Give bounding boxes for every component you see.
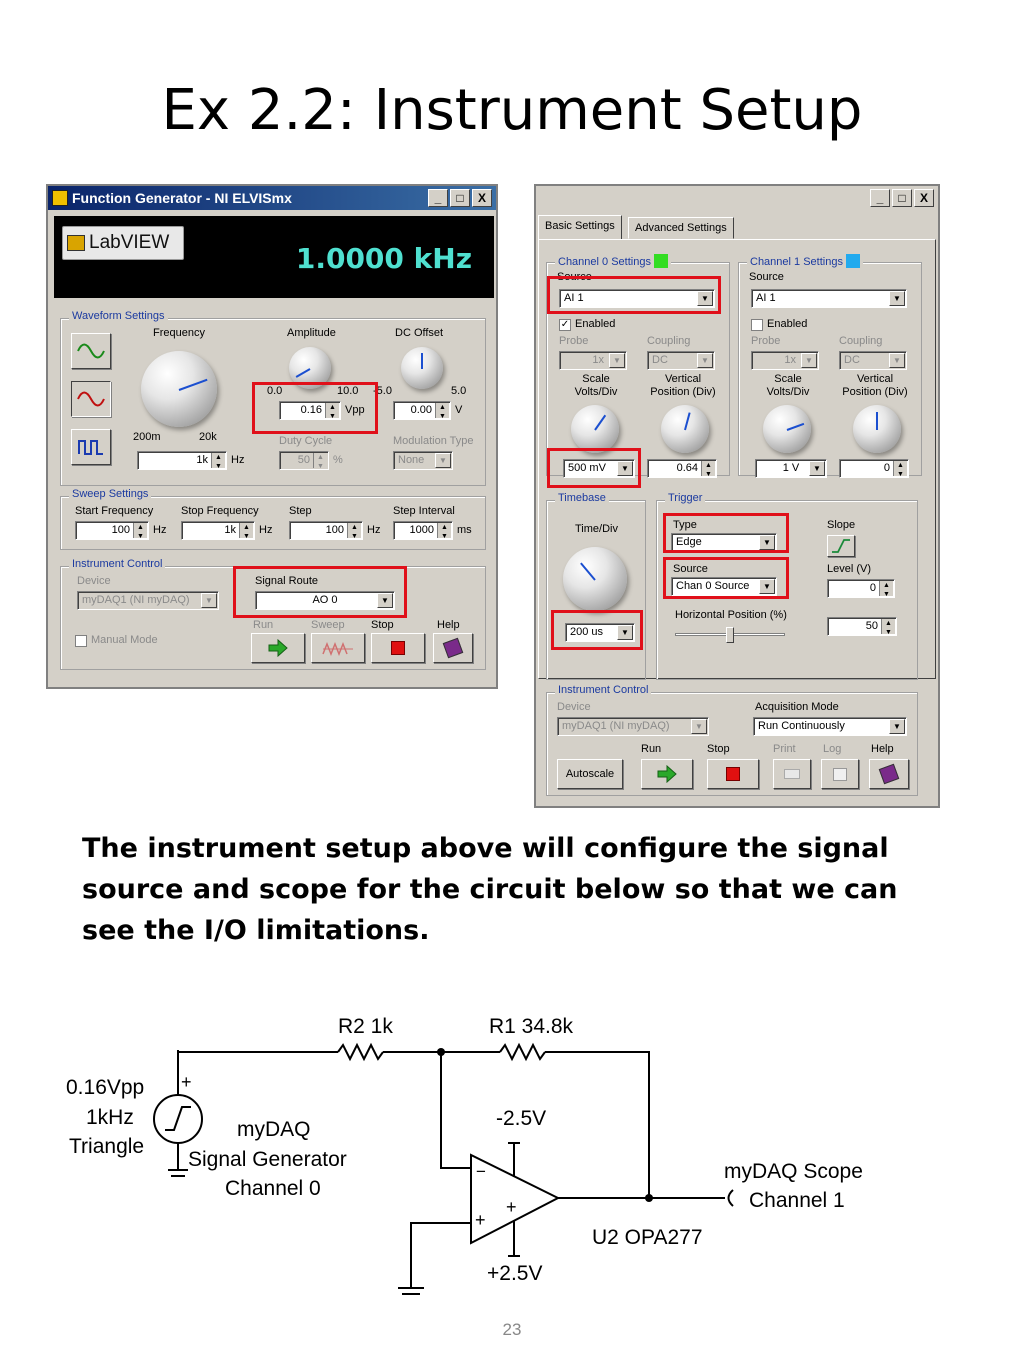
- ch1-scale-value: 1 V: [782, 462, 800, 474]
- scope-label-line2: Channel 1: [749, 1189, 845, 1212]
- manual-mode-checkbox[interactable]: [75, 635, 87, 647]
- frequency-input[interactable]: [137, 451, 227, 470]
- acquisition-mode-dropdown-icon[interactable]: ▼: [889, 719, 905, 734]
- fgen-instrument-control-label: Instrument Control: [69, 558, 165, 570]
- frequency-knob-needle: [179, 379, 208, 391]
- scope-instrument-control-label: Instrument Control: [555, 684, 651, 696]
- manual-mode-label: Manual Mode: [91, 634, 158, 646]
- scope-stop-square-icon: [726, 767, 740, 781]
- trigger-type-value: Edge: [676, 536, 702, 548]
- sweep-settings-group: [60, 488, 486, 550]
- positive-supply-label: +2.5V: [487, 1262, 543, 1285]
- fgen-device-label: Device: [77, 575, 111, 587]
- ch0-probe-value: 1x: [592, 354, 604, 366]
- scope-run-button[interactable]: [641, 759, 693, 789]
- channel-1-color-indicator: [846, 254, 860, 268]
- time-div-label: Time/Div: [575, 523, 618, 535]
- step-spinner[interactable]: [347, 523, 361, 538]
- ch1-scale-label: Scale Volts/Div: [766, 373, 810, 398]
- tab-advanced-settings[interactable]: Advanced Settings: [628, 217, 734, 239]
- print-button[interactable]: [773, 759, 811, 789]
- amplitude-label: Amplitude: [287, 327, 336, 339]
- amplitude-min-label: 0.0: [267, 385, 283, 397]
- acquisition-mode-label: Acquisition Mode: [755, 701, 839, 713]
- sweep-label: Sweep: [311, 619, 345, 631]
- slider-thumb[interactable]: [726, 627, 734, 643]
- dc-offset-input[interactable]: [393, 401, 451, 420]
- stop-frequency-unit: Hz: [259, 524, 273, 536]
- channel-1-settings-group: [738, 256, 922, 476]
- amplitude-highlight: [252, 382, 378, 434]
- ch0-coupling-value: DC: [652, 354, 668, 366]
- log-icon: [833, 768, 847, 781]
- step-unit: Hz: [367, 524, 381, 536]
- trigger-source-label: Source: [673, 563, 708, 575]
- r1-label: R1 34.8k: [489, 1015, 574, 1038]
- dc-offset-max-label: 5.0: [451, 385, 467, 397]
- run-label: Run: [253, 619, 274, 631]
- opamp-part-label: U2 OPA277: [592, 1226, 703, 1249]
- channel-0-settings-label: [555, 254, 671, 268]
- help-button[interactable]: [433, 633, 473, 663]
- negative-supply-label: -2.5V: [496, 1107, 547, 1130]
- horizontal-position-label: Horizontal Position (%): [675, 609, 787, 621]
- fgen-device-value: myDAQ1 (NI myDAQ): [82, 594, 190, 606]
- sine-wave-icon: [76, 340, 106, 362]
- ch1-source-value: AI 1: [756, 292, 776, 304]
- generator-line1: myDAQ: [237, 1118, 311, 1141]
- ch1-probe-select[interactable]: [751, 351, 819, 370]
- time-div-value: 200 us: [570, 626, 604, 638]
- source-spec-line1: 0.16Vpp: [66, 1076, 145, 1099]
- ch1-vpos-input[interactable]: [839, 459, 909, 478]
- acquisition-mode-select[interactable]: [753, 717, 907, 736]
- ch1-vpos-spinner[interactable]: [893, 461, 907, 476]
- step-input[interactable]: [289, 521, 363, 540]
- trigger-level-value: 0: [869, 582, 876, 594]
- ch0-scale-dropdown-icon[interactable]: ▼: [617, 461, 633, 476]
- ch1-scale-knob[interactable]: [763, 405, 811, 453]
- amplitude-value: 0.16: [300, 404, 322, 416]
- ch0-enabled-label: Enabled: [575, 318, 616, 330]
- run-arrow-icon: [267, 639, 289, 657]
- triangle-wave-button[interactable]: [71, 381, 111, 417]
- ch0-coupling-select[interactable]: [647, 351, 715, 370]
- ch1-coupling-label: Coupling: [839, 335, 883, 347]
- scope-device-value: myDAQ1 (NI myDAQ): [562, 720, 670, 732]
- log-button[interactable]: [821, 759, 859, 789]
- sine-wave-button[interactable]: [71, 333, 111, 369]
- scope-maximize-button[interactable]: □: [892, 189, 912, 207]
- frequency-knob[interactable]: [141, 351, 217, 427]
- frequency-unit: Hz: [231, 454, 245, 466]
- signal-route-label: Signal Route: [255, 575, 318, 587]
- horizontal-position-value: 50: [865, 620, 878, 632]
- ch1-enabled-checkbox[interactable]: [751, 319, 763, 331]
- tab-basic-settings[interactable]: Basic Settings: [538, 215, 622, 240]
- step-interval-value: 1000: [409, 524, 434, 536]
- step-interval-spinner[interactable]: [437, 523, 451, 538]
- time-div-dropdown-icon[interactable]: ▼: [617, 625, 633, 640]
- ch0-source-value: AI 1: [564, 292, 584, 304]
- ch0-scale-value: 500 mV: [568, 462, 606, 474]
- ch0-scale-label: Scale Volts/Div: [574, 373, 618, 398]
- scope-stop-button[interactable]: [707, 759, 759, 789]
- timebase-label: Timebase: [555, 492, 609, 504]
- ch0-probe-dropdown-icon[interactable]: ▼: [609, 353, 625, 368]
- start-frequency-label: Start Frequency: [75, 505, 154, 517]
- labview-logo: [62, 226, 184, 260]
- signal-route-value: AO 0: [312, 594, 338, 606]
- duty-cycle-label: Duty Cycle: [279, 435, 333, 447]
- ch1-source-select[interactable]: [751, 289, 907, 308]
- amplitude-unit: Vpp: [345, 404, 365, 416]
- ch1-probe-dropdown-icon[interactable]: ▼: [801, 353, 817, 368]
- ch1-vpos-knob-needle: [876, 412, 878, 430]
- log-label: Log: [823, 743, 842, 755]
- ch0-vpos-knob-needle: [684, 412, 691, 430]
- printer-icon: [784, 769, 800, 779]
- dc-offset-label: DC Offset: [395, 327, 444, 339]
- autoscale-button[interactable]: [557, 759, 623, 789]
- scope-titlebar[interactable]: [536, 186, 938, 210]
- wire-node-inverting: [441, 1052, 471, 1168]
- ch0-source-highlight: [547, 276, 721, 314]
- dc-offset-knob[interactable]: [401, 347, 443, 389]
- ch0-scale-highlight: [547, 448, 641, 488]
- scope-label-line1: myDAQ Scope: [724, 1160, 863, 1183]
- slide-caption: The instrument setup above will configure the signal source and scope for the circuit below so that we can see the I/O limitations.: [82, 833, 898, 946]
- ch0-vpos-value: 0.64: [676, 462, 698, 474]
- scope-device-dropdown-icon[interactable]: ▼: [691, 719, 707, 734]
- r2-label: R2 1k: [338, 1015, 393, 1038]
- stop-label: Stop: [371, 619, 394, 631]
- opamp-inverting-sign: −: [476, 1162, 486, 1181]
- ch0-enabled-checkbox[interactable]: ✓: [560, 319, 570, 330]
- waveform-settings-label: Waveform Settings: [69, 310, 168, 322]
- signal-route-dropdown-icon[interactable]: ▼: [377, 593, 393, 608]
- ch1-probe-label: Probe: [751, 335, 781, 347]
- start-frequency-input[interactable]: [75, 521, 149, 540]
- resistor-r1: [500, 1045, 545, 1059]
- junction-node-r2: [437, 1048, 445, 1056]
- dc-offset-spinner[interactable]: [435, 403, 449, 418]
- scope-run-label: Run: [641, 743, 662, 755]
- frequency-min-label: 200m: [133, 431, 161, 443]
- dc-offset-value: 0.00: [410, 404, 432, 416]
- stop-button[interactable]: [371, 633, 425, 663]
- timebase-group: [546, 492, 646, 680]
- acquisition-mode-value: Run Continuously: [758, 720, 845, 732]
- ch0-coupling-dropdown-icon[interactable]: ▼: [697, 353, 713, 368]
- ch1-vpos-knob[interactable]: [853, 405, 901, 453]
- horizontal-position-spinner[interactable]: [881, 619, 895, 634]
- step-label: Step: [289, 505, 312, 517]
- labview-logo-text: LabVIEW: [89, 232, 170, 253]
- step-interval-input[interactable]: [393, 521, 453, 540]
- step-interval-label: Step Interval: [393, 505, 455, 517]
- ch1-source-label: Source: [749, 271, 784, 283]
- trigger-source-dropdown-icon[interactable]: ▼: [759, 579, 775, 594]
- trigger-type-highlight: [663, 513, 789, 553]
- ch1-source-dropdown-icon[interactable]: ▼: [889, 291, 905, 306]
- scope-connector: [729, 1190, 734, 1206]
- step-interval-unit: ms: [457, 524, 472, 536]
- amplitude-max-label: 10.0: [337, 385, 359, 397]
- trigger-slope-button[interactable]: [827, 535, 855, 557]
- modulation-type-value: None: [398, 454, 425, 466]
- frequency-label: Frequency: [153, 327, 205, 339]
- trigger-label: Trigger: [665, 492, 705, 504]
- trigger-level-spinner[interactable]: [879, 581, 893, 596]
- scope-instrument-control-group: [546, 684, 918, 796]
- step-value: 100: [325, 524, 344, 536]
- wire-r1-right: [545, 1052, 649, 1198]
- signal-route-highlight: [233, 566, 407, 618]
- dc-offset-unit: V: [455, 404, 463, 416]
- channel-1-settings-text: Channel 1 Settings: [750, 256, 843, 268]
- scope-device-label: Device: [557, 701, 591, 713]
- channel-1-settings-label: [747, 254, 863, 268]
- fgen-device-select[interactable]: [77, 591, 219, 610]
- time-div-knob[interactable]: [563, 547, 627, 611]
- ch1-scale-knob-needle: [787, 423, 805, 431]
- trigger-type-dropdown-icon[interactable]: ▼: [759, 535, 775, 550]
- trigger-level-input[interactable]: [827, 579, 895, 598]
- modulation-dropdown-icon[interactable]: ▼: [435, 453, 451, 468]
- scope-help-button[interactable]: [869, 759, 909, 789]
- ground-source: [168, 1170, 188, 1176]
- fgen-titlebar[interactable]: [48, 186, 496, 210]
- opamp-noninverting-sign: +: [475, 1210, 486, 1230]
- dc-offset-min-label: -5.0: [373, 385, 392, 397]
- time-div-highlight: [551, 610, 643, 650]
- channel-0-color-indicator: [654, 254, 668, 268]
- duty-cycle-spinner[interactable]: [313, 453, 327, 468]
- start-frequency-unit: Hz: [153, 524, 167, 536]
- help-book-icon: [443, 638, 464, 659]
- ch1-vpos-value: 0: [883, 462, 890, 474]
- start-frequency-value: 100: [111, 524, 130, 536]
- ch1-vpos-label: Vertical Position (Div): [842, 373, 908, 398]
- duty-cycle-value: 50: [297, 454, 310, 466]
- fgen-window-title: Function Generator - NI ELVISmx: [72, 190, 292, 206]
- ch0-vpos-input[interactable]: [647, 459, 717, 478]
- ch1-probe-value: 1x: [784, 354, 796, 366]
- scope-close-button[interactable]: X: [914, 189, 934, 207]
- ch0-probe-select[interactable]: [559, 351, 627, 370]
- sweep-button[interactable]: [311, 633, 365, 663]
- labview-app-icon: [52, 190, 68, 206]
- dc-offset-knob-needle: [421, 353, 423, 369]
- sweep-icon: [321, 642, 355, 656]
- ch0-source-label: Source: [557, 271, 592, 283]
- trigger-type-label: Type: [673, 519, 697, 531]
- scope-stop-label: Stop: [707, 743, 730, 755]
- start-frequency-spinner[interactable]: [133, 523, 147, 538]
- scope-help-label: Help: [871, 743, 894, 755]
- frequency-value: 1k: [196, 454, 208, 466]
- modulation-type-label: Modulation Type: [393, 435, 474, 447]
- ch1-coupling-select[interactable]: [839, 351, 907, 370]
- generator-line2: Signal Generator: [188, 1148, 347, 1171]
- stop-square-icon: [391, 641, 405, 655]
- scope-run-arrow-icon: [656, 765, 678, 783]
- autoscale-label: Autoscale: [565, 768, 615, 780]
- scope-minimize-button[interactable]: _: [870, 189, 890, 207]
- frequency-spinner[interactable]: [211, 453, 225, 468]
- modulation-type-select[interactable]: [393, 451, 453, 470]
- triangle-wave-icon: [76, 388, 106, 410]
- ch0-vpos-knob[interactable]: [661, 405, 709, 453]
- duty-cycle-unit: %: [333, 454, 343, 466]
- ch0-source-dropdown-icon[interactable]: ▼: [697, 291, 713, 306]
- junction-node-output: [645, 1194, 653, 1202]
- ch0-vpos-label: Vertical Position (Div): [650, 373, 716, 398]
- ch1-coupling-value: DC: [844, 354, 860, 366]
- rising-slope-icon: [830, 538, 852, 554]
- stop-frequency-label: Stop Frequency: [181, 505, 259, 517]
- trigger-level-label: Level (V): [827, 563, 872, 575]
- source-spec-line2: 1kHz: [86, 1106, 134, 1129]
- slide-title: Ex 2.2: Instrument Setup: [161, 78, 863, 143]
- frequency-display-panel: [54, 216, 494, 298]
- maximize-button[interactable]: □: [450, 189, 470, 207]
- wire-noninverting-ground: [411, 1223, 471, 1288]
- fgen-device-dropdown-icon[interactable]: ▼: [201, 593, 217, 608]
- ch1-scale-select[interactable]: [755, 459, 827, 478]
- close-button[interactable]: X: [472, 189, 492, 207]
- source-plus-sign: +: [181, 1072, 192, 1092]
- trigger-source-value: Chan 0 Source: [676, 580, 750, 592]
- scope-device-select[interactable]: [557, 717, 709, 736]
- horizontal-position-slider[interactable]: [675, 627, 785, 641]
- run-button[interactable]: [251, 633, 305, 663]
- trigger-slope-label: Slope: [827, 519, 856, 531]
- source-spec-line3: Triangle: [69, 1135, 145, 1158]
- stop-frequency-value: 1k: [224, 524, 236, 536]
- resistor-r2: [338, 1045, 383, 1059]
- square-wave-button[interactable]: [71, 429, 111, 465]
- time-div-knob-needle: [580, 563, 596, 581]
- opamp-supply-plus-sign: +: [506, 1197, 517, 1217]
- print-label: Print: [773, 743, 796, 755]
- frequency-readout: 1.0000 kHz: [295, 242, 472, 275]
- frequency-max-label: 20k: [199, 431, 217, 443]
- amplitude-knob-needle: [296, 368, 311, 378]
- page-number: 23: [502, 1320, 522, 1339]
- square-wave-icon: [76, 436, 106, 458]
- stop-frequency-spinner[interactable]: [239, 523, 253, 538]
- stop-frequency-input[interactable]: [181, 521, 255, 540]
- labview-logo-icon: [67, 235, 85, 251]
- generator-line3: Channel 0: [225, 1177, 321, 1200]
- channel-0-settings-text: Channel 0 Settings: [558, 256, 651, 268]
- ch0-vpos-spinner[interactable]: [701, 461, 715, 476]
- minimize-button[interactable]: _: [428, 189, 448, 207]
- ch1-coupling-dropdown-icon[interactable]: ▼: [889, 353, 905, 368]
- ch1-scale-dropdown-icon[interactable]: ▼: [809, 461, 825, 476]
- ground-noninverting: [398, 1288, 424, 1294]
- horizontal-position-input[interactable]: [827, 617, 897, 636]
- ch1-enabled-label: Enabled: [767, 318, 808, 330]
- ch0-probe-label: Probe: [559, 335, 589, 347]
- duty-cycle-input[interactable]: [279, 451, 329, 470]
- ch0-scale-knob-needle: [594, 415, 606, 431]
- scope-help-book-icon: [879, 764, 900, 785]
- ch0-coupling-label: Coupling: [647, 335, 691, 347]
- sweep-settings-label: Sweep Settings: [69, 488, 151, 500]
- trigger-source-highlight: [663, 557, 789, 599]
- ch0-scale-knob[interactable]: [571, 405, 619, 453]
- help-label: Help: [437, 619, 460, 631]
